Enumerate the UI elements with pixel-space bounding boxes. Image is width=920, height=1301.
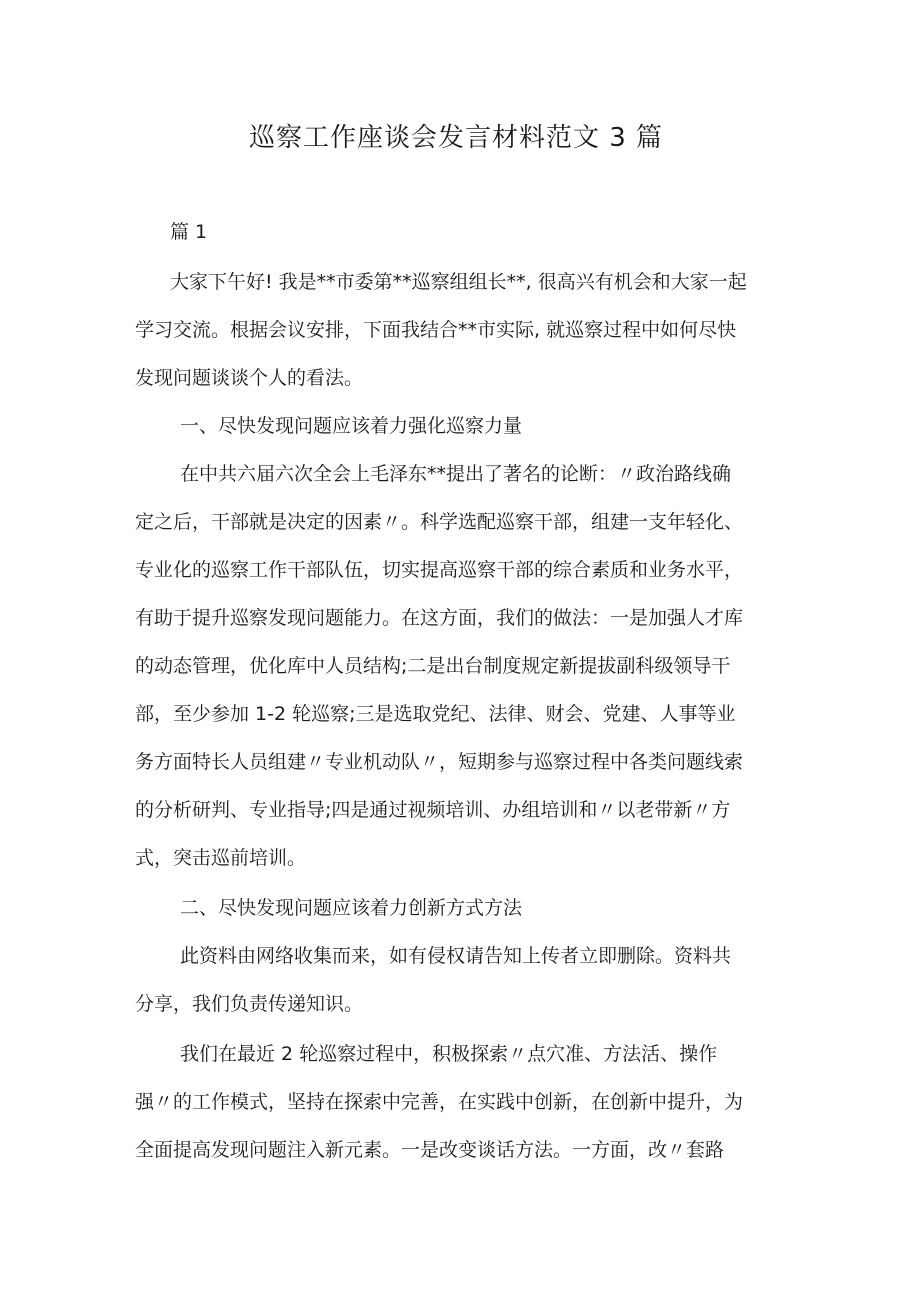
section-label: 篇 1	[170, 221, 208, 243]
paragraph-line: 此资料由网络收集而来，如有侵权请告知上传者立即删除。资料共	[180, 945, 732, 967]
paragraph-line: 务方面特长人员组建〃专业机动队〃，短期参与巡察过程中各类问题线索	[135, 751, 744, 773]
paragraph-line: 全面提高发现问题注入新元素。一是改变谈话方法。一方面，改〃套路	[135, 1139, 725, 1161]
paragraph-line: 在中共六届六次全会上毛泽东**提出了著名的论断：〃政治路线确	[180, 463, 732, 485]
paragraph-line: 强〃的工作模式，坚持在探索中完善，在实践中创新，在创新中提升，为	[135, 1091, 744, 1113]
paragraph-line: 的动态管理，优化库中人员结构;二是出台制度规定新提拔副科级领导干	[135, 655, 731, 677]
paragraph-line: 的分析研判、专业指导;四是通过视频培训、办组培训和〃以老带新〃方	[135, 799, 731, 821]
paragraph-line: 大家下午好! 我是**市委第**巡察组组长**, 很高兴有机会和大家一起	[170, 271, 747, 293]
paragraph-line: 部，至少参加 1-2 轮巡察;三是选取党纪、法律、财会、党建、人事等业	[135, 703, 736, 725]
section-heading: 二、尽快发现问题应该着力创新方式方法	[180, 897, 523, 919]
paragraph-line: 我们在最近 2 轮巡察过程中，积极探索〃点穴准、方法活、操作	[180, 1043, 718, 1065]
section-heading: 一、尽快发现问题应该着力强化巡察力量	[180, 415, 523, 437]
paragraph-line: 式，突击巡前培训。	[135, 847, 307, 869]
document-title: 巡察工作座谈会发言材料范文 3 篇	[248, 123, 664, 153]
paragraph-line: 分享，我们负责传递知识。	[135, 993, 364, 1015]
paragraph-line: 专业化的巡察工作干部队伍，切实提高巡察干部的综合素质和业务水平，	[135, 559, 744, 581]
paragraph-line: 有助于提升巡察发现问题能力。在这方面，我们的做法：一是加强人才库	[135, 607, 744, 629]
paragraph-line: 学习交流。根据会议安排，下面我结合**市实际, 就巡察过程中如何尽快	[135, 319, 737, 341]
paragraph-line: 发现问题谈谈个人的看法。	[135, 367, 364, 389]
paragraph-line: 定之后，干部就是决定的因素〃。科学选配巡察干部，组建一支年轻化、	[135, 511, 744, 533]
